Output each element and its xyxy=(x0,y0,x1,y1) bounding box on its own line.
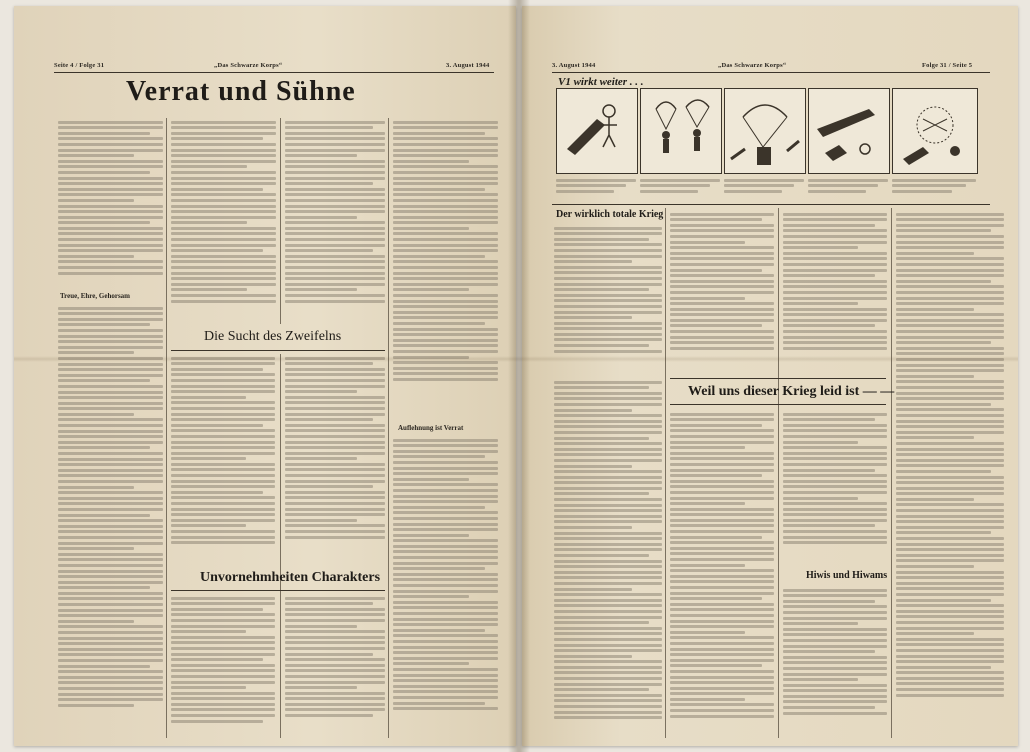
body-text-column xyxy=(783,210,887,372)
cartoon-caption xyxy=(640,176,720,200)
running-head-date: 3. August 1944 xyxy=(446,62,490,69)
section-rule xyxy=(552,204,990,205)
cartoon-caption xyxy=(556,176,636,200)
body-text-column xyxy=(171,354,275,564)
article-headline: Weil uns dieser Krieg leid ist — — xyxy=(688,384,895,399)
left-newspaper-page xyxy=(14,6,516,746)
body-text-column xyxy=(58,118,163,288)
running-head-paper-name: „Das Schwarze Korps“ xyxy=(718,62,787,69)
column-rule xyxy=(891,208,892,738)
subheading: Auflehnung ist Verrat xyxy=(398,424,464,432)
body-text-column xyxy=(896,210,1004,738)
body-text-column xyxy=(285,594,385,738)
headline-rule xyxy=(171,590,385,591)
main-headline: Verrat und Sühne xyxy=(126,76,356,107)
body-text-column xyxy=(285,354,385,564)
column-rule xyxy=(778,208,779,738)
article-headline: Unvornehmheiten Charakters xyxy=(200,570,381,585)
body-text-column xyxy=(554,224,662,372)
headline-rule xyxy=(171,350,385,351)
header-rule xyxy=(552,72,990,73)
body-text-column xyxy=(171,594,275,738)
body-text-column xyxy=(393,118,498,418)
body-text-column xyxy=(171,118,276,324)
column-rule xyxy=(280,354,281,738)
right-newspaper-page xyxy=(522,6,1018,746)
header-rule xyxy=(54,72,494,73)
cartoon-panel xyxy=(808,88,890,174)
headline-rule xyxy=(670,378,886,379)
body-text-column xyxy=(285,118,385,324)
body-text-column xyxy=(58,304,163,738)
headline-rule xyxy=(670,404,886,405)
cartoon-caption xyxy=(892,176,976,200)
center-fold-shadow xyxy=(508,0,530,752)
body-text-column xyxy=(783,410,887,566)
column-rule xyxy=(280,118,281,324)
body-text-column xyxy=(670,210,774,372)
article-headline: Der wirklich totale Krieg xyxy=(556,209,664,220)
running-head-paper-name: „Das Schwarze Korps“ xyxy=(214,62,283,69)
column-rule xyxy=(665,208,666,738)
running-head-date: 3. August 1944 xyxy=(552,62,596,69)
body-text-column xyxy=(554,378,662,738)
cartoon-panel xyxy=(892,88,978,174)
cartoon-caption xyxy=(724,176,804,200)
body-text-column xyxy=(783,586,887,738)
body-text-column xyxy=(670,410,774,738)
article-headline: Die Sucht des Zweifelns xyxy=(204,329,342,344)
column-rule xyxy=(388,118,389,738)
cartoon-title: V1 wirkt weiter . . . xyxy=(558,76,644,88)
article-headline: Hiwis und Hiwams xyxy=(806,570,888,581)
cartoon-caption xyxy=(808,176,888,200)
running-head-page-folio: Folge 31 / Seite 5 xyxy=(922,62,973,69)
horizontal-fold-crease xyxy=(14,356,1018,362)
body-text-column xyxy=(393,436,498,738)
cartoon-panel xyxy=(556,88,638,174)
column-rule xyxy=(166,118,167,738)
running-head-page-folio: Seite 4 / Folge 31 xyxy=(54,62,105,69)
cartoon-panel xyxy=(640,88,722,174)
cartoon-panel xyxy=(724,88,806,174)
subheading: Treue, Ehre, Gehorsam xyxy=(60,292,130,300)
